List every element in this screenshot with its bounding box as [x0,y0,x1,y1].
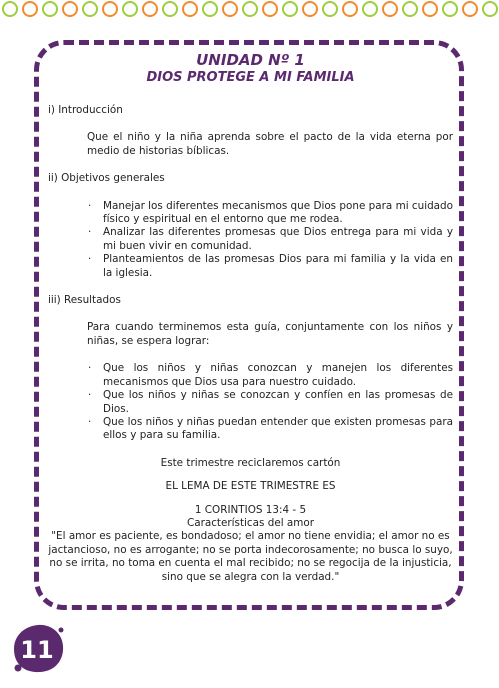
list-item: · Que los niños y niñas conozcan y manejen los diferentes mecanismos que Dios usa para nuestro cuidado. [48,362,453,389]
bible-quote: "El amor es paciente, es bondadoso; el amor no tiene envidia; el amor no es jactancioso, no es arrogante; no se porta indecorosamente; no busca lo suyo, no se irrita, no toma en cuenta el mal recibido; no se regocija de la injusticia, sino que se alegra con la verdad." [48,530,453,583]
objectives-heading: ii) Objetivos generales [48,172,165,185]
decorative-dot [462,1,478,17]
motto-heading: EL LEMA DE ESTE TRIMESTRE ES [165,480,336,493]
decorative-dot [102,1,118,17]
decorative-dot [222,1,238,17]
decorative-dot-border [0,0,499,20]
objectives-list [48,200,453,280]
intro-text: Que el niño y la niña aprenda sobre el pacto de la vida eterna por medio de historias bíblicas. [87,131,453,157]
decorative-dot [422,1,438,17]
motto-subheading: Características del amor [186,516,315,529]
decorative-dot [2,1,18,17]
decorative-dot [182,1,198,17]
decorative-dot [382,1,398,17]
list-item: · Manejar los diferentes mecanismos que Dios pone para mi cuidado físico y espiritual en el entorno que me rodea. [48,200,453,227]
decorative-dot [302,1,318,17]
decorative-dot [82,1,98,17]
page-content [48,52,453,584]
decorative-dot [442,1,458,17]
list-item: · Que los niños y niñas puedan entender que existen promesas para ellos y para su familia. [48,416,453,443]
decorative-dot [262,1,278,17]
decorative-dot [362,1,378,17]
decorative-dot [402,1,418,17]
decorative-dot [142,1,158,17]
decorative-dot [282,1,298,17]
decorative-dot [342,1,358,17]
decorative-dot [42,1,58,17]
results-heading: iii) Resultados [48,294,121,307]
list-item: · Planteamientos de las promesas Dios para mi familia y la vida en la iglesia. [48,253,453,280]
page-number-badge [10,622,66,674]
decorative-dot [22,1,38,17]
bible-reference: 1 CORINTIOS 13:4 - 5 [194,503,307,516]
recycle-note: Este trimestre reciclaremos cartón [160,456,341,469]
decorative-dot [322,1,338,17]
list-item: · Analizar las diferentes promesas que Dios entrega para mi vida y mi buen vivir en comunidad. [48,226,453,253]
results-list [48,362,453,442]
decorative-dot [62,1,78,17]
results-intro: Para cuando terminemos esta guía, conjuntamente con los niños y niñas, se espera lograr: [87,321,453,347]
intro-heading: i) Introducción [48,104,123,116]
decorative-dot [122,1,138,17]
decorative-dot [162,1,178,17]
decorative-dot [482,1,498,17]
page-number: 11 [20,636,54,664]
decorative-dot [242,1,258,17]
list-item: · Que los niños y niñas se conozcan y confíen en las promesas de Dios. [48,389,453,416]
decorative-dot [202,1,218,17]
unit-subtitle: DIOS PROTEGE A MI FAMILIA [146,70,355,85]
unit-title: UNIDAD Nº 1 [196,51,305,69]
